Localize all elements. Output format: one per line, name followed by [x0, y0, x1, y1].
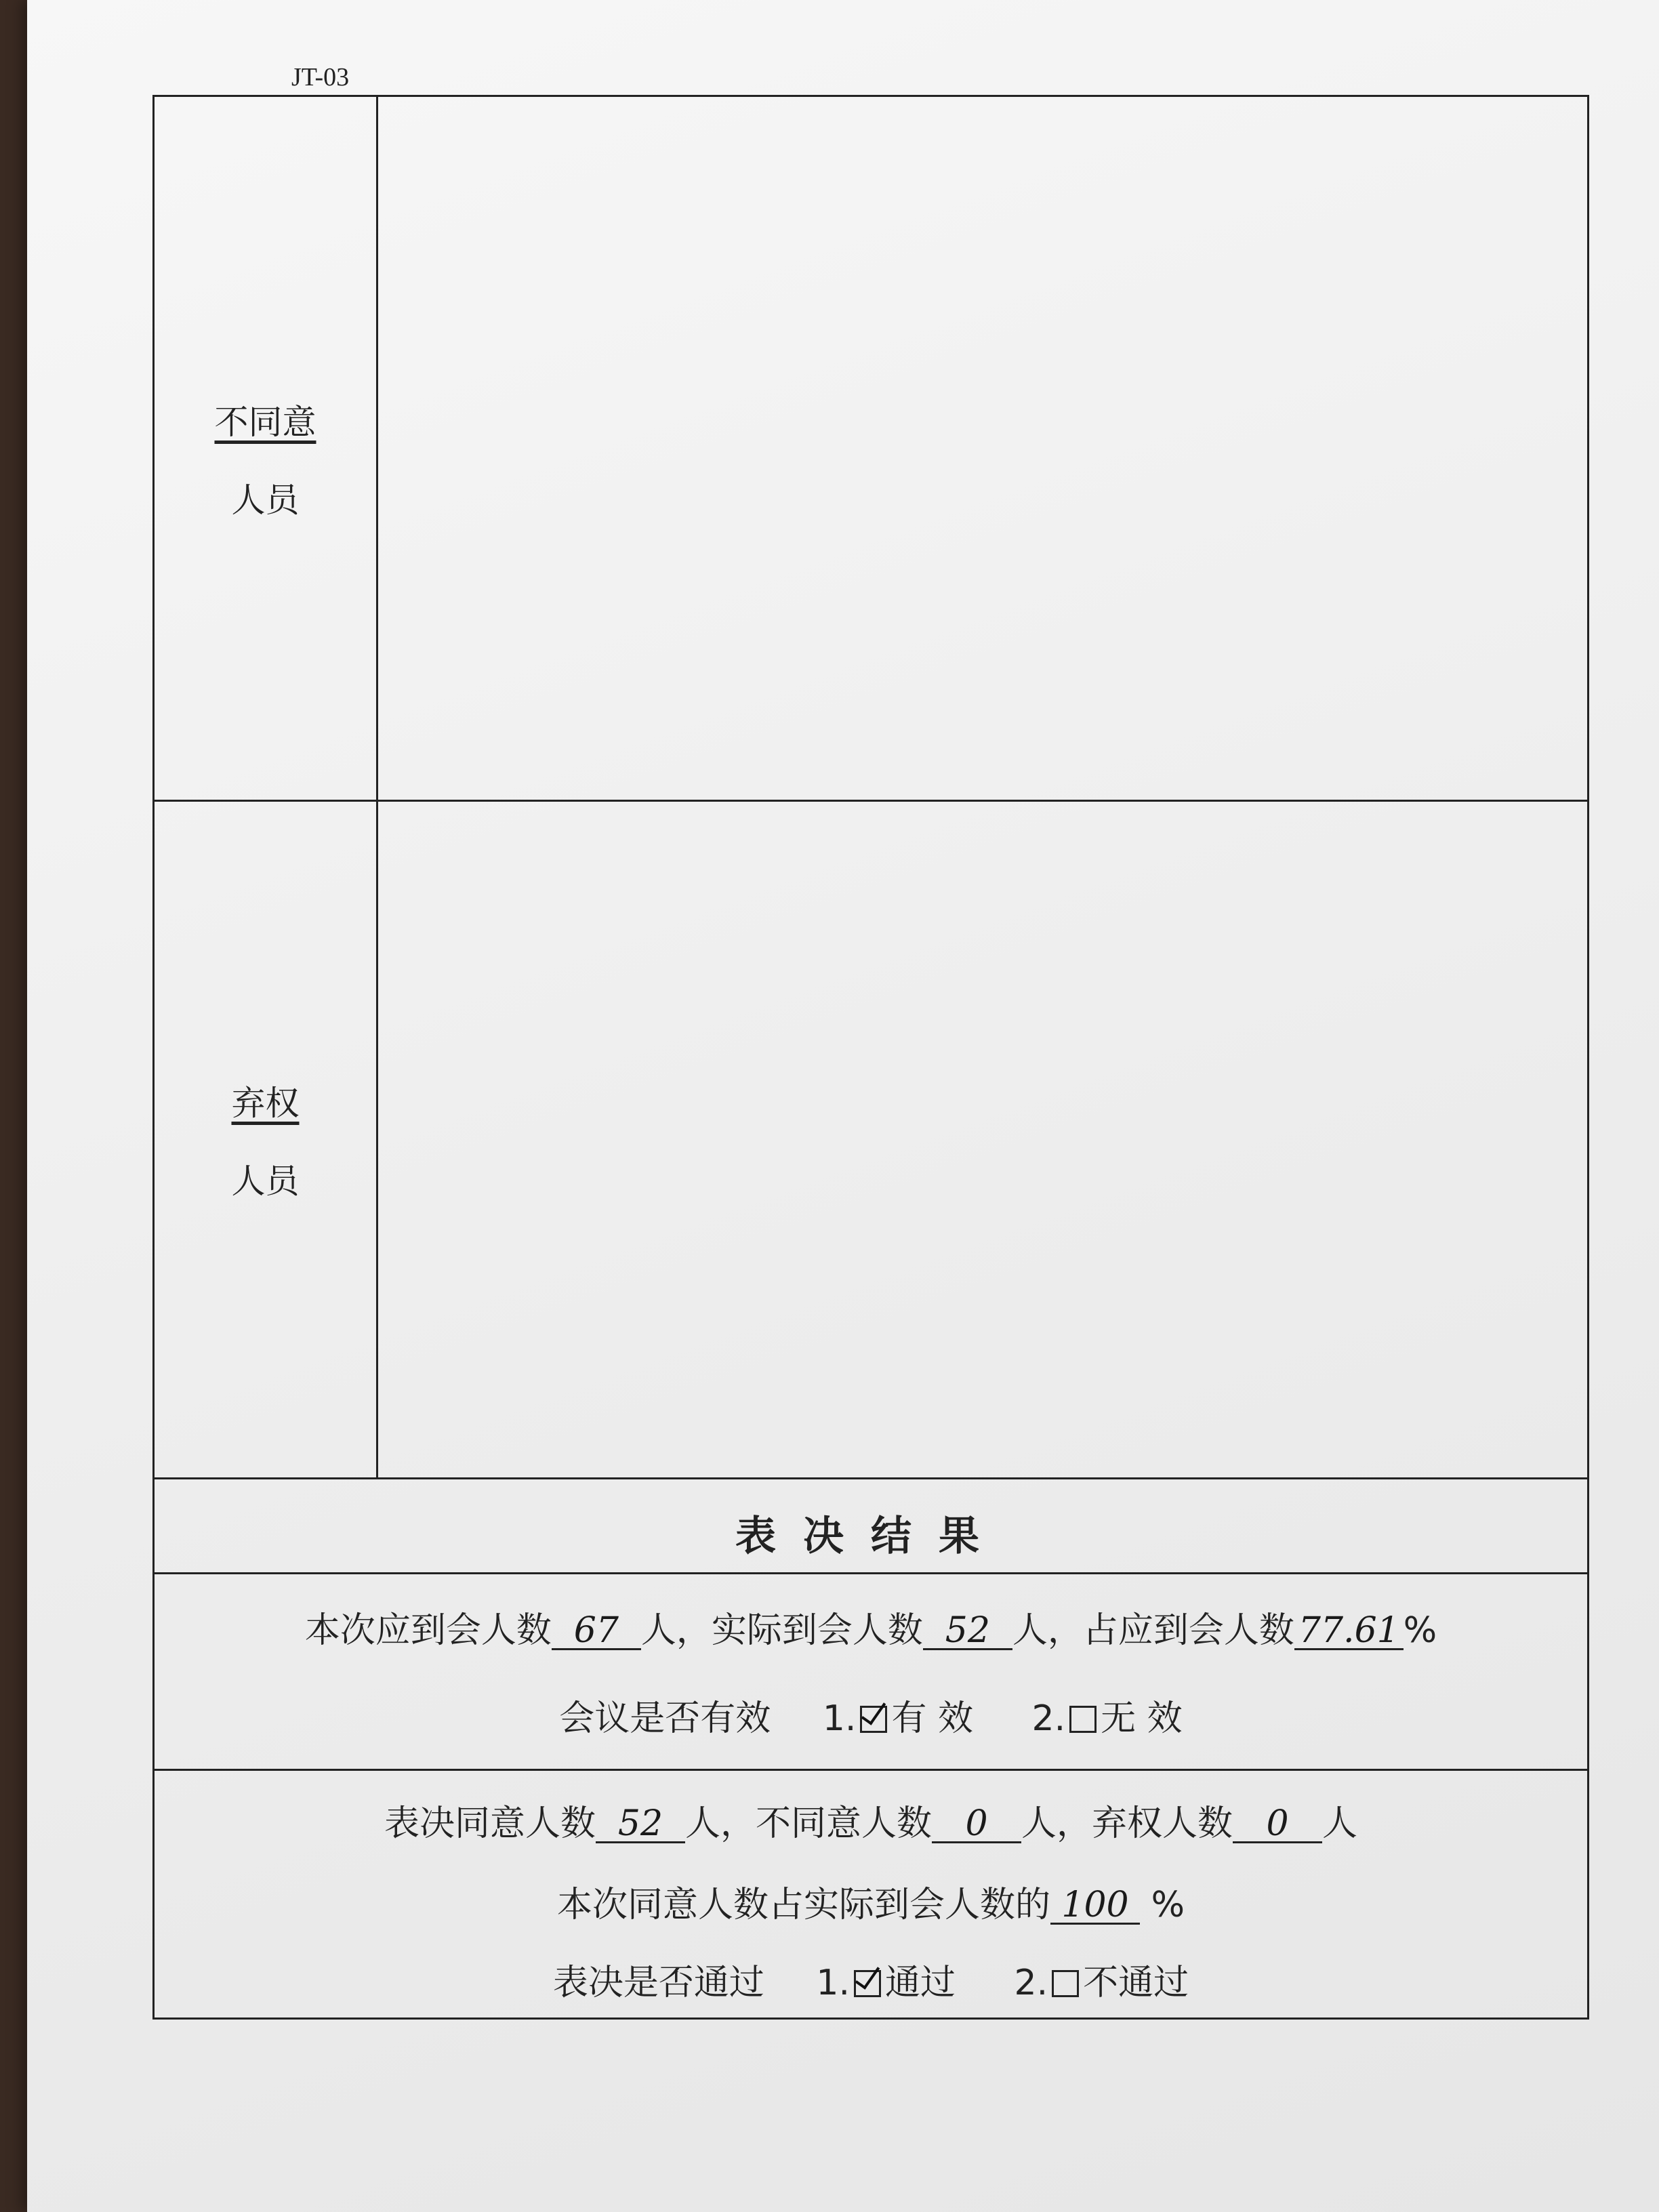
vote-row — [155, 1771, 1587, 2020]
validity-line — [155, 1689, 1587, 1740]
attendance-text-3: 人，占应到会人数 — [1012, 1610, 1294, 1651]
abstain-count-field[interactable]: 0 — [1233, 1806, 1322, 1843]
ratio-unit: % — [1151, 1885, 1185, 1925]
valid-checkbox[interactable] — [860, 1706, 887, 1733]
attendance-line — [155, 1601, 1587, 1652]
pass-option[interactable] — [816, 1963, 956, 2003]
result-title-row — [155, 1479, 1587, 1574]
attendance-percent-field[interactable]: 77.61 — [1294, 1613, 1404, 1650]
invalid-checkbox[interactable] — [1069, 1706, 1097, 1733]
attendance-percent-unit: % — [1403, 1610, 1437, 1651]
pass-line — [155, 1954, 1587, 2005]
validity-question: 会议是否有效 — [559, 1698, 771, 1739]
valid-option-label: 有 效 — [891, 1698, 973, 1739]
disagree-label: 不同意 — [214, 403, 316, 442]
vote-form-table — [152, 95, 1589, 2020]
disagree-names-cell[interactable] — [378, 97, 1587, 800]
pass-question: 表决是否通过 — [552, 1963, 764, 2003]
valid-option-number: 1. — [822, 1698, 857, 1739]
invalid-option-number: 2. — [1031, 1698, 1066, 1739]
vote-count-line — [155, 1795, 1587, 1845]
vote-text-1: 表决同意人数 — [384, 1803, 596, 1844]
agree-count-field[interactable]: 52 — [596, 1806, 685, 1843]
pass-option-label: 通过 — [884, 1963, 956, 2003]
actual-count-field[interactable]: 52 — [923, 1613, 1012, 1650]
form-code: JT-03 — [291, 63, 350, 91]
ratio-text: 本次同意人数占实际到会人数的 — [557, 1885, 1051, 1925]
abstain-label: 弃权 — [231, 1084, 300, 1123]
fail-checkbox[interactable] — [1052, 1970, 1079, 1997]
disagree-count-field[interactable]: 0 — [932, 1806, 1021, 1843]
disagree-sublabel: 人员 — [231, 480, 300, 520]
expected-count-field[interactable]: 67 — [552, 1613, 641, 1650]
fail-option-number: 2. — [1014, 1963, 1048, 2003]
attendance-row — [155, 1574, 1587, 1771]
vote-text-3: 人，弃权人数 — [1021, 1803, 1233, 1844]
paper-sheet — [27, 0, 1659, 2212]
ratio-field[interactable]: 100 — [1050, 1887, 1140, 1925]
abstain-names-cell[interactable] — [378, 802, 1587, 1477]
attendance-text-1: 本次应到会人数 — [304, 1610, 552, 1651]
abstain-sublabel: 人员 — [231, 1162, 300, 1201]
invalid-option[interactable] — [1032, 1698, 1183, 1739]
disagree-label-cell — [155, 97, 378, 800]
abstain-label-cell — [155, 802, 378, 1477]
abstain-row — [155, 802, 1587, 1479]
valid-option[interactable] — [823, 1698, 973, 1739]
pass-checkbox[interactable] — [854, 1970, 881, 1997]
pass-option-number: 1. — [816, 1963, 850, 2003]
disagree-row — [155, 97, 1587, 802]
fail-option-label: 不通过 — [1083, 1963, 1189, 2003]
vote-text-4: 人 — [1322, 1803, 1358, 1844]
ratio-line — [155, 1876, 1587, 1927]
invalid-option-label: 无 效 — [1101, 1698, 1183, 1739]
vote-text-2: 人，不同意人数 — [684, 1803, 932, 1844]
result-title: 表决结果 — [735, 1513, 1006, 1560]
fail-option[interactable] — [1015, 1963, 1189, 2003]
attendance-text-2: 人，实际到会人数 — [640, 1610, 923, 1651]
